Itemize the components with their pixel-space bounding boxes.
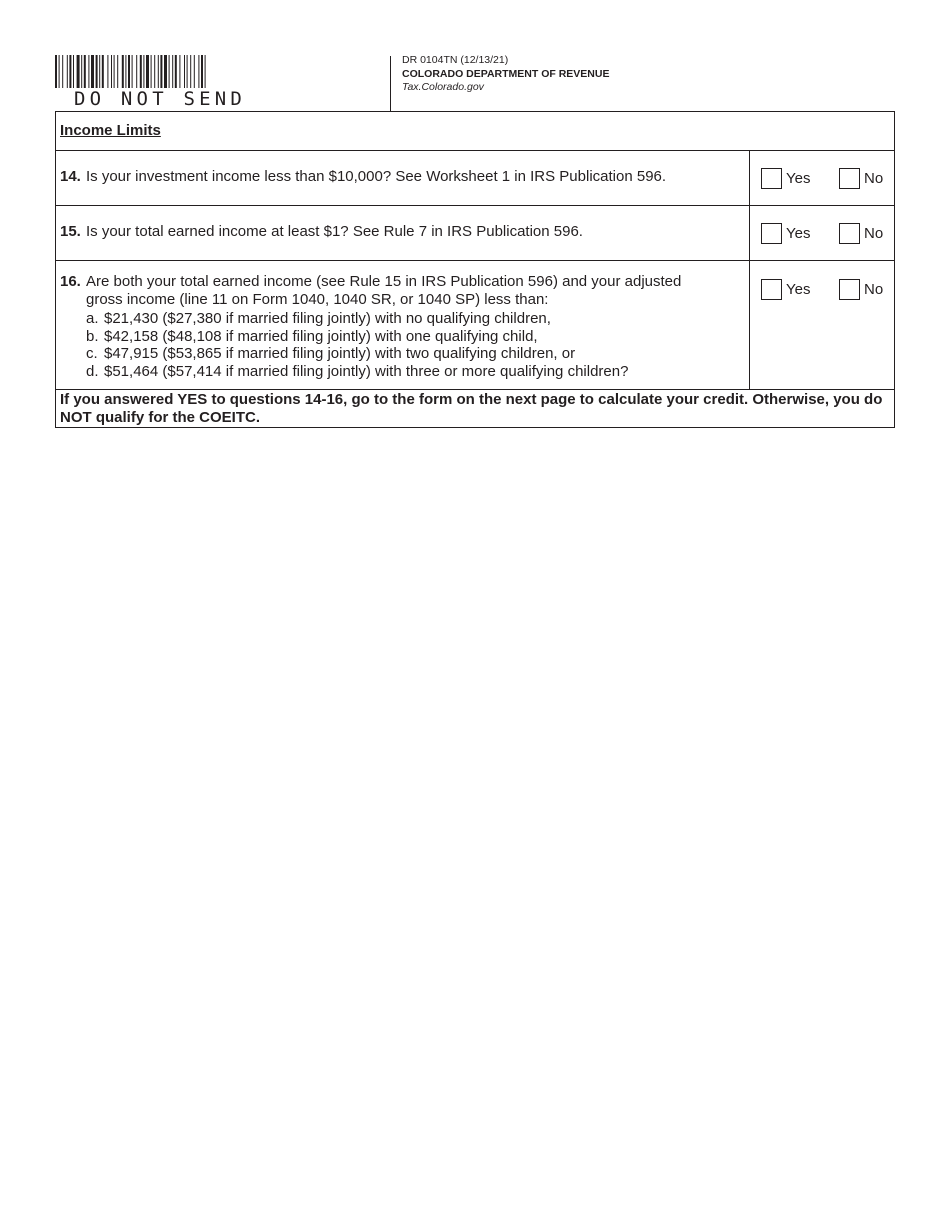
yes-label: Yes <box>786 280 811 298</box>
barcode-bar <box>55 55 57 88</box>
item-label: c. <box>86 345 98 362</box>
barcode-bar <box>164 55 167 88</box>
question-text-line1: Are both your total earned income (see Rule 15 in IRS Publication 596) and your adjusted <box>86 273 682 290</box>
no-label: No <box>864 280 884 298</box>
question-number: 14. <box>60 168 81 185</box>
item-label: b. <box>86 327 99 345</box>
barcode <box>55 55 277 109</box>
barcode-bar <box>205 55 206 88</box>
barcode-bar <box>125 55 126 88</box>
barcode-bar <box>154 55 155 88</box>
header-divider <box>390 56 391 112</box>
form-id: DR 0104TN (12/13/21) <box>402 54 509 66</box>
item-text: $51,464 ($57,414 if married filing jointly) with three or more qualifying children? <box>104 362 629 380</box>
question-text: Is your investment income less than $10,000? See Worksheet 1 in IRS Publication 596. <box>86 168 667 185</box>
barcode-bar <box>99 55 100 88</box>
no-label: No <box>864 169 884 187</box>
barcode-bar <box>158 55 159 88</box>
income-threshold-list <box>86 310 743 380</box>
q15-yes-checkbox[interactable] <box>761 221 810 245</box>
q14-yes-checkbox[interactable] <box>761 166 810 190</box>
barcode-bar <box>201 55 203 88</box>
answer-cell <box>750 151 895 206</box>
question-row-16 <box>56 261 895 390</box>
answer-cell <box>750 206 895 261</box>
item-text: $47,915 ($53,865 if married filing jointly) with two qualifying children, or <box>104 345 576 362</box>
barcode-caption: DO NOT SEND <box>74 88 247 110</box>
barcode-bar <box>81 55 82 88</box>
item-text: $42,158 ($48,108 if married filing jointly) with one qualifying child, <box>104 327 538 345</box>
question-row-15 <box>56 206 895 261</box>
question-cell <box>56 151 750 206</box>
barcode-bar <box>111 55 112 88</box>
barcode-bar <box>140 55 142 88</box>
q15-no-checkbox[interactable] <box>839 221 883 245</box>
barcode-bar <box>122 55 124 88</box>
checkbox-box[interactable] <box>839 223 860 244</box>
barcode-bar <box>190 55 191 88</box>
checkbox-box[interactable] <box>761 279 782 300</box>
item-label: a. <box>86 310 99 327</box>
answer-cell <box>750 261 895 390</box>
list-item <box>86 328 743 346</box>
question-cell <box>56 261 750 390</box>
checkbox-box[interactable] <box>761 168 782 189</box>
barcode-bar <box>198 55 199 88</box>
list-item <box>86 345 743 363</box>
q16-yes-checkbox[interactable] <box>761 277 810 301</box>
barcode-bar <box>172 55 173 88</box>
checkbox-box[interactable] <box>839 279 860 300</box>
barcode-bar <box>160 55 162 88</box>
website: Tax.Colorado.gov <box>402 81 484 93</box>
barcode-bar <box>128 55 130 88</box>
barcode-bar <box>143 55 144 88</box>
checkbox-box[interactable] <box>839 168 860 189</box>
q14-no-checkbox[interactable] <box>839 166 883 190</box>
barcode-bar <box>114 55 115 88</box>
form-header <box>402 54 609 95</box>
barcode-bar <box>69 55 71 88</box>
question-cell <box>56 206 750 261</box>
checkbox-box[interactable] <box>761 223 782 244</box>
barcode-bar <box>187 55 188 88</box>
yes-label: Yes <box>786 224 811 242</box>
list-item <box>86 310 743 328</box>
q16-no-checkbox[interactable] <box>839 277 883 301</box>
qualification-note: If you answered YES to questions 14-16, go to the form on the next page to calculate your credit. Otherwise, you do NOT qualify for the COEITC. <box>56 390 895 428</box>
barcode-bar <box>84 55 86 88</box>
barcode-bar <box>151 55 152 88</box>
no-label: No <box>864 224 884 242</box>
barcode-bar <box>179 55 180 88</box>
list-item <box>86 363 743 381</box>
barcode-bar <box>146 55 149 88</box>
barcode-bar <box>73 55 74 88</box>
barcode-bar <box>88 55 89 88</box>
income-limits-table <box>55 111 895 428</box>
barcode-bar <box>175 55 177 88</box>
barcode-bar <box>102 55 104 88</box>
question-number: 16. <box>60 273 81 290</box>
barcode-bar <box>169 55 170 88</box>
barcode-bar <box>91 55 94 88</box>
question-row-14 <box>56 151 895 206</box>
barcode-bar <box>117 55 118 88</box>
barcode-bar <box>136 55 137 88</box>
barcode-bar <box>62 55 63 88</box>
barcode-bar <box>107 55 108 88</box>
question-number: 15. <box>60 223 81 240</box>
yes-label: Yes <box>786 169 811 187</box>
barcode-bar <box>184 55 185 88</box>
department-name: COLORADO DEPARTMENT OF REVENUE <box>402 67 610 80</box>
barcode-bar <box>194 55 195 88</box>
barcode-bar <box>77 55 80 88</box>
barcode-bar <box>96 55 98 88</box>
item-label: d. <box>86 362 99 380</box>
question-text-line2: gross income (line 11 on Form 1040, 1040 SR, or 1040 SP) less than: <box>86 290 549 308</box>
item-text: $21,430 ($27,380 if married filing jointly) with no qualifying children, <box>104 310 551 327</box>
barcode-bar <box>67 55 68 88</box>
barcode-bar <box>132 55 133 88</box>
barcode-bar <box>59 55 60 88</box>
section-title: Income Limits <box>56 112 895 151</box>
barcode-image <box>55 55 275 88</box>
question-text: Is your total earned income at least $1? See Rule 7 in IRS Publication 596. <box>86 223 583 240</box>
